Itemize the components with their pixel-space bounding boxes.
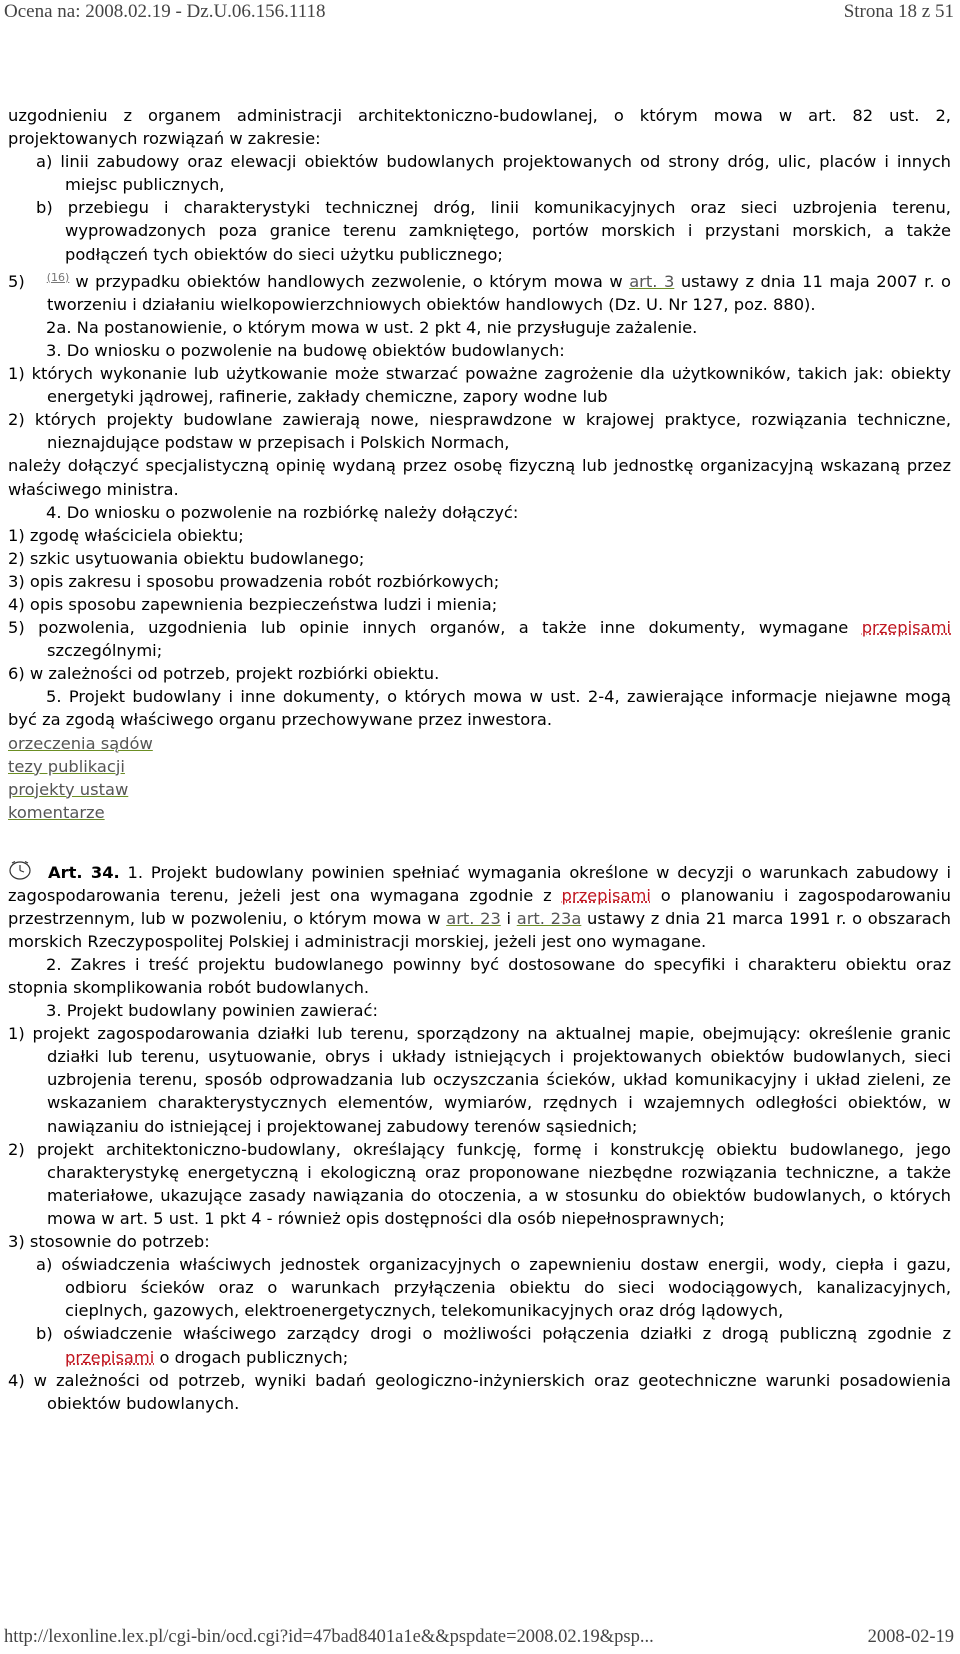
paragraph-3: 3. Do wniosku o pozwolenie na budowę obiektów budowlanych: [46,340,565,360]
article-list-item-1: 1) projekt zagospodarowania działki lub terenu, sporządzony na aktualnej mapie, obejmujący: określenie granic działki lub terenu, usytuowanie, obrys i układy istniejących i projektowanych obiektów budowlanych, sieci uzbrojenia terenu, sposób odprowadzania lub oczyszczania ścieków, układ komunikacyjny i układ zieleni, ze wskazaniem charakterystycznych elementów, wymiarów, rzędnych i wzajemnych odległości obiektów, w nawiązaniu do istniejącej i projektowanej zabudowy terenów sąsiednich; [8,1024,951,1136]
conjunction: i [500,908,517,928]
przepisami-link[interactable]: przepisami [861,618,951,638]
clock-icon[interactable] [8,860,32,880]
article-list-item-2: 2) projekt architektoniczno-budowlany, określający funkcję, formę i konstrukcję obiektu budowlanego, jego charakterystykę energetyczną i ekologiczną oraz proponowane niezbędne rozwiązania techniczne, a także materiałowe, ukazujące zasady nawiązania do otoczenia, a w stosunku do obiektów budowlanych, o których mowa w art. 5 ust. 1 pkt 4 - również opis dostępności dla osób niepełnosprawnych; [8,1139,951,1228]
paragraph-4: 4. Do wniosku o pozwolenie na rozbiórkę należy dołączyć: [46,502,519,522]
link-publication-theses[interactable]: tezy publikacji [8,756,125,776]
article-list-item-4: 4) w zależności od potrzeb, wyniki badań geologiczno-inżynierskich oraz geotechniczne warunki posadowienia obiektów budowlanych. [8,1370,951,1413]
list-item-3-2: 2) których projekty budowlane zawierają nowe, niesprawdzone w krajowej praktyce, rozwiązania techniczne, nieznajdujące podstaw w przepisach i Polskich Normach, [8,410,951,453]
document-body [8,104,951,1415]
article-text-end: ustawy z dnia 21 marca 1991 r. o obszarach morskich Rzeczypospolitej Polskiej i administracji morskiej, jeżeli jest ono wymagane. [8,908,951,951]
list-item-2b: b) przebiegu i charakterystyki technicznej dróg, linii komunikacyjnych oraz sieci uzbrojenia terenu, wyprowadzonych poza granice terenu zamkniętego, portów morskich i przystani morskich, a także podłączeń tych obiektów do sieci użytku publicznego; [36,198,951,264]
related-links [8,732,951,824]
art-3-link[interactable]: art. 3 [629,271,675,291]
footer-date: 2008-02-19 [867,1627,954,1647]
link-commentaries[interactable]: komentarze [8,802,105,822]
article-list-item-3: 3) stosownie do potrzeb: [8,1232,210,1252]
page-footer [0,1627,960,1653]
list-item-4-1: 1) zgodę właściciela obiektu; [8,525,244,545]
page-header [0,0,960,26]
link-draft-laws[interactable]: projekty ustaw [8,779,129,799]
article-title: Art. 34. [48,862,120,882]
list-item-4-6: 6) w zależności od potrzeb, projekt rozbiórki obiektu. [8,664,440,684]
article-list-item-3a: a) oświadczenia właściwych jednostek organizacyjnych o zapewnieniu dostaw energii, wody, ciepła i gazu, odbioru ścieków oraz o warunkach przyłączenia obiektu do sieci wodociągowych, kanalizacyjnych, cieplnych, gazowych, elektroenergetycznych, telekomunikacyjnych oraz dróg lądowych, [36,1255,951,1321]
item-text-cont: szczególnymi; [47,641,163,661]
footnote-link[interactable]: (16) [46,270,70,284]
list-item-4-4: 4) opis sposobu zapewnienia bezpieczeństwa ludzi i mienia; [8,594,498,614]
article-34-paragraph-3: 3. Projekt budowlany powinien zawierać: [46,1001,378,1021]
link-court-rulings[interactable]: orzeczenia sądów [8,733,153,753]
item-text: b) oświadczenie właściwego zarządcy drogi o możliwości połączenia działki z drogą publiczną zgodnie z [36,1324,951,1344]
list-item-5 [8,266,951,316]
item-text: w przypadku obiektów handlowych zezwolenie, o którym mowa w [75,271,630,291]
list-item-2a: a) linii zabudowy oraz elewacji obiektów budowlanych projektowanych od strony dróg, ulic, placów i innych miejsc publicznych, [36,152,951,195]
przepisami-link-3[interactable]: przepisami [65,1347,155,1367]
header-document-info: Ocena na: 2008.02.19 - Dz.U.06.156.1118 [4,1,326,22]
article-text-cont: o planowaniu i zagospodarowaniu przestrzennym, lub w pozwoleniu, o którym mowa w [8,885,951,928]
paragraph-2a: 2a. Na postanowienie, o którym mowa w ust. 2 pkt 4, nie przysługuje zażalenie. [46,317,698,337]
list-item-4-5 [8,616,951,662]
footer-url: http://lexonline.lex.pl/cgi-bin/ocd.cgi?id=47bad8401a1e&&pspdate=2008.02.19&psp... [4,1627,654,1647]
article-list-item-3b [8,1322,951,1368]
article-34-paragraph-2: 2. Zakres i treść projektu budowlanego powinny być dostosowane do specyfiki i charakteru obiektu oraz stopnia skomplikowania robót budowlanych. [8,954,951,997]
item-text-cont: o drogach publicznych; [154,1347,349,1367]
paragraph-5: 5. Projekt budowlany i inne dokumenty, o których mowa w ust. 2-4, zawierające informacje niejawne mogą być za zgodą właściwego organu przechowywane przez inwestora. [8,687,951,730]
item-text: 5) pozwolenia, uzgodnienia lub opinie innych organów, a także inne dokumenty, wymagane [8,618,862,638]
article-34-paragraph-1 [8,860,951,953]
list-item-4-2: 2) szkic usytuowania obiektu budowlanego; [8,548,365,568]
paragraph-3-end: należy dołączyć specjalistyczną opinię wydaną przez osobę fizyczną lub jednostkę organizacyjną wskazaną przez właściwego ministra. [8,456,951,499]
article-text: 1. Projekt budowlany powinien spełniać wymagania określone w decyzji o warunkach zabudowy i zagospodarowania terenu, jeżeli jest ona wymagana zgodnie z [8,862,951,905]
art-23-link[interactable]: art. 23 [446,908,501,928]
item-text-cont: ustawy z dnia 11 maja 2007 r. o tworzeniu i działaniu wielkopowierzchniowych obiektów handlowych (Dz. U. Nr 127, poz. 880). [47,271,952,314]
art-23a-link[interactable]: art. 23a [516,908,582,928]
list-item-4-3: 3) opis zakresu i sposobu prowadzenia robót rozbiórkowych; [8,571,500,591]
list-item-3-1: 1) których wykonanie lub użytkowanie może stwarzać poważne zagrożenie dla użytkowników, takich jak: obiekty energetyki jądrowej, rafinerie, zakłady chemiczne, zapory wodne lub [8,364,951,407]
item-number: 5) [8,271,25,291]
przepisami-link-2[interactable]: przepisami [561,885,651,905]
header-page-number: Strona 18 z 51 [843,1,954,22]
paragraph-consultation: uzgodnieniu z organem administracji architektoniczno-budowlanej, o którym mowa w art. 82 ust. 2, projektowanych rozwiązań w zakresie: [8,106,951,149]
